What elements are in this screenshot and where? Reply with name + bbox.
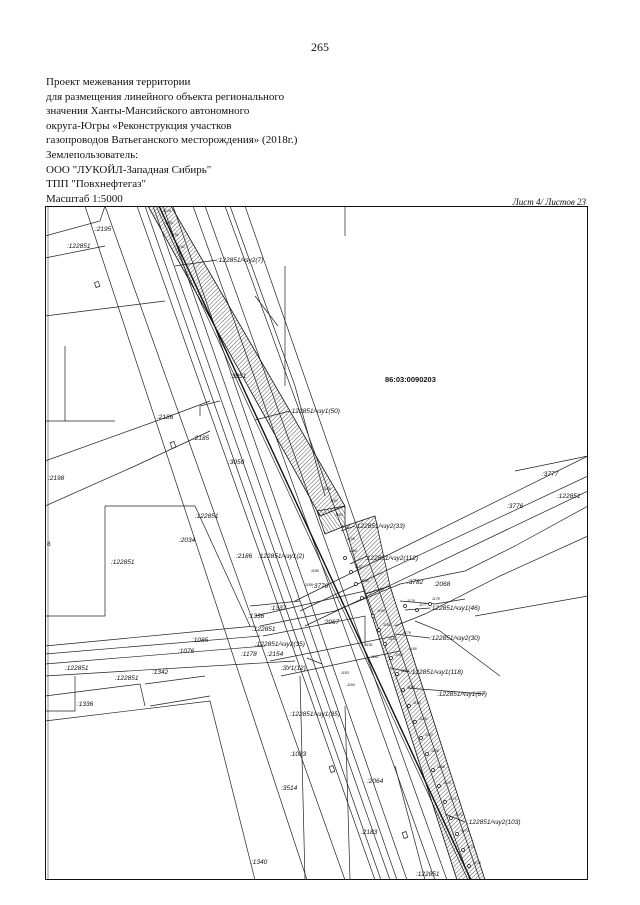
parcel-label: :122851 <box>111 559 135 566</box>
point-number: 1182 <box>371 655 379 659</box>
point-number: 1168 <box>431 749 439 753</box>
parcel-label: :122851 <box>252 626 276 633</box>
header-line: для размещения линейного объекта регионального <box>46 90 285 103</box>
parcel-label: :3051 <box>230 373 247 380</box>
point-number: 1164 <box>407 685 415 689</box>
header-line: округа-Югры «Реконструкция участков <box>46 119 232 132</box>
point-number: 1154 <box>341 525 349 529</box>
point-number: 1187 <box>330 499 338 503</box>
page-number: 265 <box>311 40 329 54</box>
parcel-label: :3777 <box>542 471 559 478</box>
parcel-label: :2198 <box>48 475 65 482</box>
parcel-label: :122851 <box>195 513 219 520</box>
point-number: 1181 <box>365 643 373 647</box>
parcel-label: :1336 <box>248 613 265 620</box>
parcel-label: :122851/чзу2(7) <box>217 257 264 264</box>
parcel-label: :2067 <box>323 619 340 626</box>
point-number: 1161 <box>389 637 397 641</box>
parcel-label: :3050 <box>228 459 245 466</box>
header-line: значения Ханты-Мансийского автономного <box>46 105 250 118</box>
point-number: 1163 <box>401 669 409 673</box>
parcel-label: :2195 <box>95 226 112 233</box>
header-line: газопроводов Ватьеганского месторождения» (2018г.) <box>46 134 298 147</box>
parcel-label: :1337 <box>270 605 287 612</box>
point-number: 1156 <box>349 549 357 553</box>
parcel-label: :122851/чзу1(67) <box>437 691 487 698</box>
parcel-label: :1085 <box>192 637 209 644</box>
point-number: 1174 <box>467 845 475 849</box>
header-line: Землепользователь: <box>46 148 139 161</box>
parcel-label: :2068 <box>434 581 451 588</box>
map-linework <box>45 206 588 880</box>
point-number: 1178 <box>432 597 440 601</box>
sheet-label: Лист 4/ Листов 23 <box>512 197 586 207</box>
point-number: 1166 <box>419 717 427 721</box>
parcel-label: :2064 <box>367 778 384 785</box>
parcel-label: :122851/чзу1(118) <box>410 669 464 676</box>
parcel-label: :122851/чзу2(30) <box>430 635 480 642</box>
point-number: 1165 <box>413 701 421 705</box>
point-number: 1176 <box>407 599 415 603</box>
parcel-label: :3514 <box>281 785 298 792</box>
point-number: 1155 <box>347 537 355 541</box>
parcel-label: :122851/чзу1(35) <box>290 711 340 718</box>
parcel-label: :122851/чзу2(103) <box>467 819 521 826</box>
point-number: 1153 <box>335 513 343 517</box>
parcel-label: :2186 <box>157 414 174 421</box>
header-line: ТПП "Повхнефтегаз" <box>46 178 146 191</box>
parcel-label: :1340 <box>251 859 268 866</box>
parcel-label: :1336 <box>77 701 94 708</box>
parcel-label: :2183 <box>361 829 378 836</box>
point-number: 1151 <box>171 233 179 237</box>
point-number: 1170 <box>443 781 451 785</box>
point-number: 1159 <box>377 609 385 613</box>
parcel-label: :1178 <box>241 651 257 658</box>
parcel-label: :3776 <box>507 503 524 510</box>
parcel-label: :122851/чзу2(33) <box>355 523 405 530</box>
point-number: 1185 <box>305 583 313 587</box>
parcel-label: :2034 <box>179 537 196 544</box>
point-number: 1184 <box>347 683 355 687</box>
parcel-label: :2154 <box>267 651 284 658</box>
cadastral-map <box>45 206 588 880</box>
parcel-label: :122851/чзу2(35) <box>255 641 305 648</box>
parcel-label: :122851 <box>557 493 581 500</box>
parcel-label: :3778 <box>312 583 329 590</box>
header-line: Проект межевания территории <box>46 76 191 88</box>
point-number: 1150 <box>165 221 173 225</box>
point-number: 1179 <box>403 631 411 635</box>
parcel-label: :1342 <box>152 669 169 676</box>
point-number: 1171 <box>449 797 457 801</box>
parcel-label: 8 <box>47 541 51 548</box>
parcel-label: :122851 <box>115 675 139 682</box>
point-number: 1157 <box>355 565 363 569</box>
parcel-label: :1076 <box>178 648 195 655</box>
document-header <box>46 75 297 206</box>
point-number: 1149 <box>163 209 171 213</box>
parcel-label: :3782 <box>407 579 424 586</box>
parcel-label: :122851/чзу1(50) <box>290 408 340 415</box>
header-line: Масштаб 1:5000 <box>46 192 123 205</box>
parcel-label: :2185 <box>193 435 210 442</box>
parcel-label: :ЗУ1(12) <box>281 665 306 672</box>
header-line: ООО "ЛУКОЙЛ-Западная Сибирь" <box>46 163 212 176</box>
point-number: 1162 <box>395 653 403 657</box>
parcel-label: :122851 <box>65 665 89 672</box>
parcel-label: :122851/чзу1(46) <box>430 605 480 612</box>
parcel-label: :122851 <box>416 871 440 878</box>
point-number: 1152 <box>177 245 185 249</box>
parcel-label: :1083 <box>290 751 307 758</box>
point-number: 1186 <box>311 569 319 573</box>
parcel-label: :122851 <box>67 243 91 250</box>
parcel-label: :122851/чзу1(2) <box>258 553 305 560</box>
point-number: 1177 <box>419 603 427 607</box>
point-number: 1188 <box>323 487 331 491</box>
point-number: 1183 <box>341 671 349 675</box>
point-number: 1180 <box>409 647 417 651</box>
quarter-label: 86:03:0090203 <box>385 375 436 384</box>
point-number: 1160 <box>383 623 391 627</box>
point-number: 1173 <box>461 829 469 833</box>
point-number: 1175 <box>473 861 481 865</box>
parcel-label: :2186 <box>236 553 253 560</box>
point-number: 1169 <box>437 765 445 769</box>
point-number: 1158 <box>361 579 369 583</box>
point-number: 1167 <box>425 733 433 737</box>
point-number: 1172 <box>455 813 463 817</box>
parcel-label: :122851/чзу2(112) <box>365 555 419 562</box>
